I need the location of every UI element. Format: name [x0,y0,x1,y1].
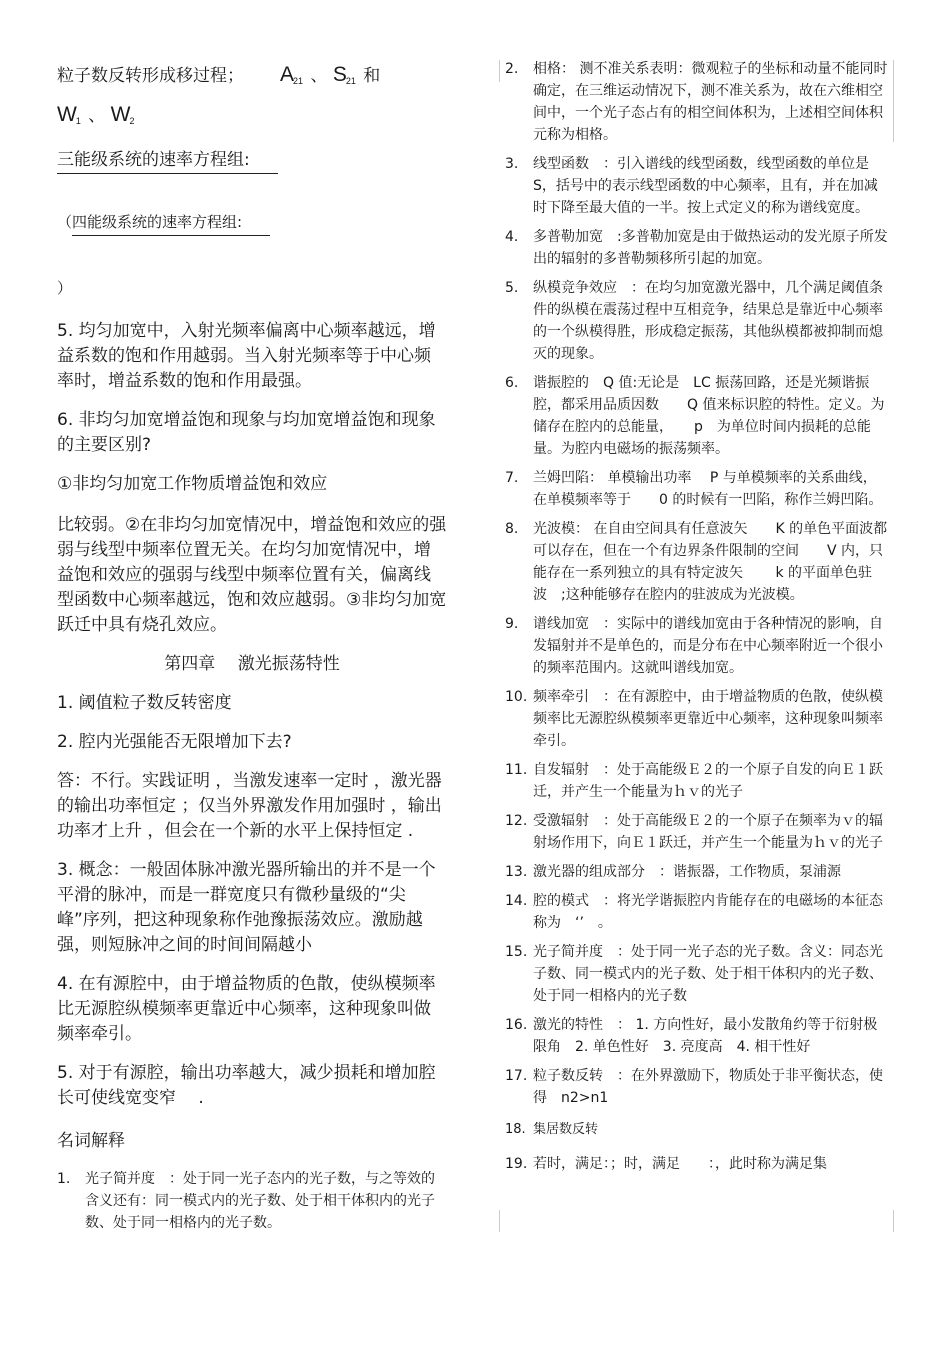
item-number: 6. [505,375,519,391]
glossary-item-15 [505,941,890,1007]
item-number: 5. [505,280,519,296]
item-text: 谐振腔的 Q 值:无论是 LC 振荡回路，还是光频谐振腔，都采用品质因数 Q 值来标识腔的特性。定义。为储存在腔内的总能量， p 为单位时间内损耗的总能量。为腔内电磁场的振荡频率。 [533,375,885,457]
divider [499,60,500,82]
item-text: 相格： 测不准关系表明：微观粒子的坐标和动量不能同时确定，在三维运动情况下，测不准关系为，故在六维相空间中，一个光子态占有的相空间体积为，上述相空间体积元称为相格。 [533,61,888,143]
item-text: 光子简并度 ：处于同一光子态内的光子数，与之等效的含义还有：同一模式内的光子数、处于相干体积内的光子数、处于同一相格内的光子数。 [85,1171,435,1231]
item-number: 17. [505,1068,528,1084]
item-number: 18. [505,1122,526,1137]
item-text: 光子简并度 ：处于同一光子态的光子数。含义：同态光子数、同一模式内的光子数、处于相干体积内的光子数、处于同一相格内的光子数 [533,944,883,1004]
question-2: 2. 腔内光强能否无限增加下去? [57,732,292,752]
item-number: 4. [505,229,519,245]
glossary-item-17 [505,1065,890,1109]
glossary-item-2 [505,58,890,146]
glossary-item-9 [505,613,890,679]
close-paren: ） [57,279,73,297]
item-number: 11. [505,762,528,778]
glossary-item-4 [505,226,890,270]
item-text: 受激辐射 ：处于高能级Ｅ２的一个原子在频率为ｖ的辐射场作用下，向Ｅ１跃迁，并产生一个能量为ｈｖ的光子 [533,813,883,851]
item-number: 3. [505,156,519,172]
divider [499,1210,500,1232]
answer-6-part1: ①非均匀加宽工作物质增益饱和效应 [57,474,328,494]
glossary-item-7 [505,467,890,511]
item-number: 19. [505,1156,528,1172]
intro-line [57,58,447,138]
right-column [505,58,890,1182]
item-number: 2. [505,61,519,77]
item-text: 多普勒加宽 :多普勒加宽是由于做热运动的发光原子所发出的辐射的多普勒频移所引起的加宽。 [533,229,888,267]
item-number: 10. [505,689,528,705]
item-number: 1. [57,1171,71,1187]
glossary-heading: 名词解释 [57,1131,125,1151]
symbol-a21: $A_{21}$ [280,63,304,86]
left-column [57,58,447,1241]
chapter-title: 第四章 激光振荡特性 [164,654,340,674]
divider [893,60,894,142]
item-number: 14. [505,893,528,909]
question-1: 1. 阈值粒子数反转密度 [57,693,232,713]
glossary-item-13 [505,861,890,883]
item-text: 激光的特性 ： 1. 方向性好，最小发散角约等于衍射极限角 2. 单色性好 3. 亮度高 4. 相干性好 [533,1017,878,1055]
symbol-s21: $S_{21}$ [332,63,356,86]
glossary-item-8 [505,518,890,606]
item-text: 腔的模式 ：将光学谐振腔内肯能存在的电磁场的本征态称为 ‘’ 。 [533,893,883,931]
four-level-heading: 四能级系统的速率方程组: [72,210,270,236]
item-text: 自发辐射 ：处于高能级Ｅ２的一个原子自发的向Ｅ１跃迁，并产生一个能量为ｈｖ的光子 [533,762,883,800]
item-text: 集居数反转 [533,1122,599,1137]
paragraph-5: 5. 均匀加宽中，入射光频率偏离中心频率越远，增益系数的饱和作用越弱。当入射光频率等于中心频率时，增益系数的饱和作用最强。 [57,321,436,391]
item-number: 12. [505,813,528,829]
intro-text: 粒子数反转形成移过程； [57,66,244,86]
item-text: 兰姆凹陷： 单模输出功率 P 与单模频率的关系曲线，在单模频率等于 0 的时候有一凹陷，称作兰姆凹陷。 [533,470,883,508]
item-text: 线型函数 ：引入谱线的线型函数，线型函数的单位是 S，括号中的表示线型函数的中心频率，且有，并在加减时下降至最大值的一半。按上式定义的称为谱线宽度。 [533,156,883,216]
symbol-w2: $W_2$ [110,103,135,126]
concept-3: 3. 概念：一般固体脉冲激光器所输出的并不是一个平滑的脉冲，而是一群宽度只有微秒量级的“尖峰”序列，把这种现象称作弛豫振荡效应。激励越强，则短脉冲之间的时间间隔越小 [57,860,436,955]
glossary-item-1 [57,1168,447,1234]
glossary-item-19 [505,1153,890,1175]
glossary-item-5 [505,277,890,365]
item-number: 8. [505,521,519,537]
item-text: 频率牵引 ：在有源腔中，由于增益物质的色散，使纵模频率比无源腔纵模频率更靠近中心频率，这种现象叫频率牵引。 [533,689,883,749]
separator: 和 [363,66,381,86]
item-text: 纵模竞争效应 ：在均匀加宽激光器中，几个满足阈值条件的纵模在震荡过程中互相竞争，结果总是靠近中心频率的一个纵模得胜，形成稳定振荡，其他纵模都被抑制而熄灭的现象。 [533,280,883,362]
item-number: 16. [505,1017,528,1033]
item-text: 粒子数反转 ：在外界激励下，物质处于非平衡状态，使得 n2>n1 [533,1068,883,1106]
glossary-item-6 [505,372,890,460]
symbol-w1: $W_1$ [57,103,81,126]
item-text: 若时，满足：；时，满足 ：，此时称为满足集 [533,1156,827,1172]
glossary-item-16 [505,1014,890,1058]
item-number: 13. [505,864,528,880]
glossary-item-18 [505,1119,890,1141]
item-number: 9. [505,616,519,632]
item-number: 15. [505,944,528,960]
item-4: 4. 在有源腔中，由于增益物质的色散，使纵模频率比无源腔纵模频率更靠近中心频率，这种现象叫做频率牵引。 [57,974,436,1044]
divider [893,1210,894,1232]
item-text: 谱线加宽 ：实际中的谱线加宽由于各种情况的影响，自发辐射并不是单色的，而是分布在中心频率附近一个很小的频率范围内。这就叫谱线加宽。 [533,616,883,676]
item-text: 光波模： 在自由空间具有任意波矢 K 的单色平面波都可以存在，但在一个有边界条件限制的空间 V 内，只能存在一系列独立的具有特定波矢 k 的平面单色驻波 ;这种能够存在腔内的驻波成为光波模。 [533,521,888,603]
separator: 、 [310,66,328,86]
glossary-item-10 [505,686,890,752]
glossary-item-12 [505,810,890,854]
answer-6-part2: 比较弱。②在非均匀加宽情况中，增益饱和效应的强弱与线型中频率位置无关。在均匀加宽情况中，增益饱和效应的强弱与线型中频率位置有关，偏离线型函数中心频率越远，饱和效应越弱。③非均匀加宽跃迁中具有烧孔效应。 [57,515,447,635]
glossary-item-3 [505,153,890,219]
item-5: 5. 对于有源腔，输出功率越大，减少损耗和增加腔长可使线宽变窄 . [57,1063,436,1108]
three-level-heading: 三能级系统的速率方程组: [57,148,278,174]
open-paren: （ [57,213,73,231]
answer-2: 答：不行。实践证明 ，当激发速率一定时 ，激光器的输出功率恒定 ；仅当外界激发作用加强时 ，输出功率才上升 ，但会在一个新的水平上保持恒定 . [57,771,442,841]
item-text: 激光器的组成部分 ：谐振器，工作物质，泵浦源 [533,864,841,880]
question-6: 6. 非均匀加宽增益饱和现象与均加宽增益饱和现象的主要区别? [57,410,436,455]
item-number: 7. [505,470,519,486]
glossary-item-14 [505,890,890,934]
glossary-item-11 [505,759,890,803]
separator: 、 [88,106,106,126]
